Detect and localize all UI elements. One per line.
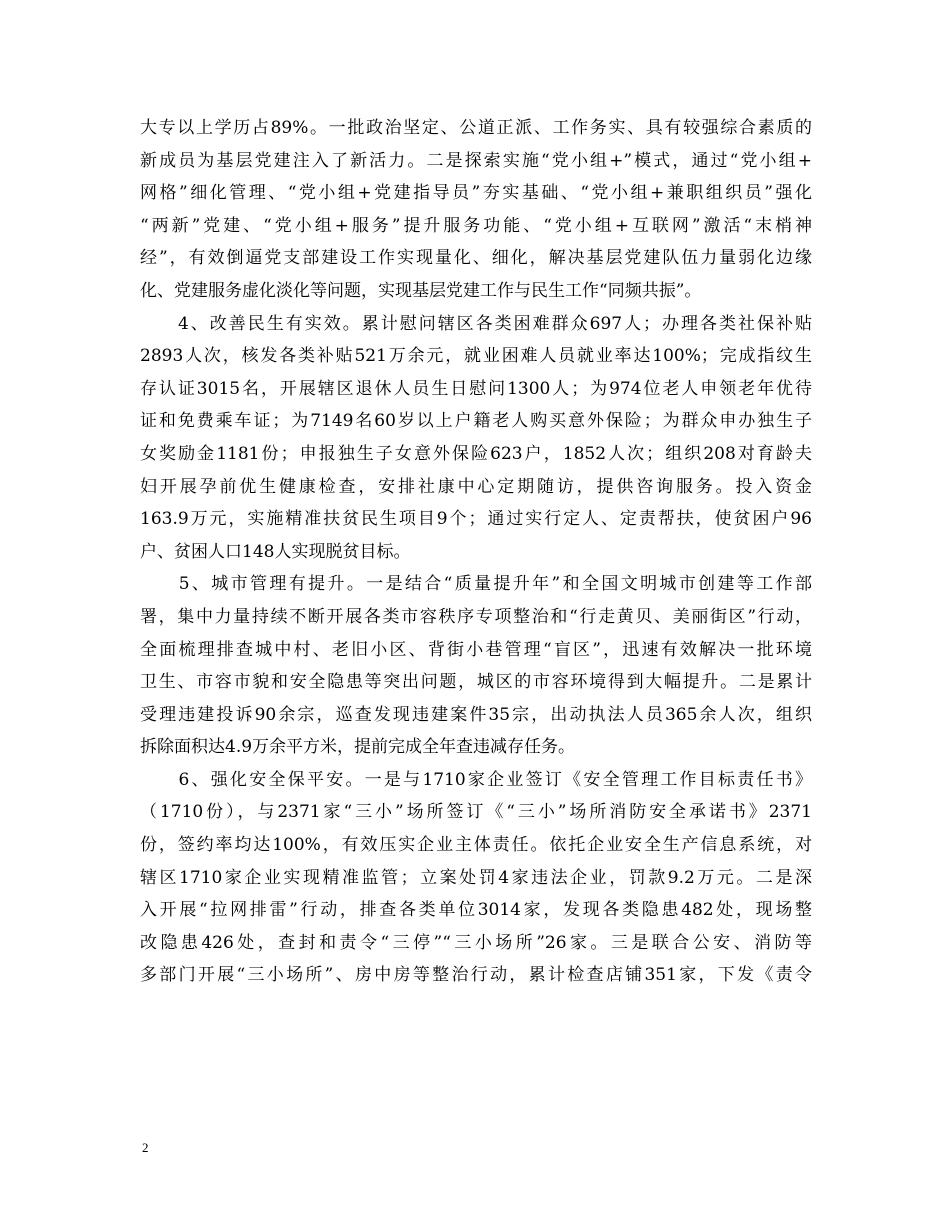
text-line: 5、城市管理有提升。一是结合“质量提升年”和全国文明城市创建等工作部	[140, 574, 812, 595]
text-line: 入开展“拉网排雷”行动，排查各类单位3014家，发现各类隐患482处，现场整	[140, 900, 812, 921]
text-line: 经”，有效倒逼党支部建设工作实现量化、细化，解决基层党建队伍力量弱化边缘	[140, 248, 812, 269]
text-line: 大专以上学历占89%。一批政治坚定、公道正派、工作务实、具有较强综合素质的	[140, 118, 812, 138]
text-line: 4、改善民生有实效。累计慰问辖区各类困难群众697人；办理各类社保补贴	[140, 313, 812, 334]
text-line: 存认证3015名，开展辖区退休人员生日慰问1300人；为974位老人申领老年优待	[140, 378, 812, 399]
text-line: 多部门开展“三小场所”、房中房等整治行动，累计检查店铺351家，下发《责令	[140, 965, 812, 986]
text-line: （1710份），与2371家“三小”场所签订《“三小”场所消防安全承诺书》2371	[140, 802, 812, 823]
text-line: 化、党建服务虚化淡化等问题，实现基层党建工作与民生工作“同频共振”。	[140, 280, 702, 301]
text-line: 妇开展孕前优生健康检查，安排社康中心定期随访，提供咨询服务。投入资金	[140, 476, 812, 497]
text-line: 卫生、市容市貌和安全隐患等突出问题，城区的市容环境得到大幅提升。二是累计	[140, 672, 812, 693]
body-text	[140, 112, 812, 992]
page-number: 2	[142, 1140, 149, 1155]
text-line: 改隐患426处，查封和责令“三停”“三小场所”26家。三是联合公安、消防等	[140, 932, 812, 953]
text-line: 163.9万元，实施精准扶贫民生项目9个；通过实行定人、定责帮扶，使贫困户96	[140, 509, 812, 530]
text-line: 女奖励金1181份；申报独生子女意外保险623户，1852人次；组织208对育龄夫	[140, 443, 812, 464]
text-line: 网格”细化管理、“党小组+党建指导员”夯实基础、“党小组+兼职组织员”强化	[140, 183, 812, 204]
text-line: 全面梳理排查城中村、老旧小区、背街小巷管理“盲区”，迅速有效解决一批环境	[140, 639, 812, 660]
text-line: 6、强化安全保平安。一是与1710家企业签订《安全管理工作目标责任书》	[140, 769, 812, 790]
text-line: 新成员为基层党建注入了新活力。二是探索实施“党小组+”模式，通过“党小组+	[140, 150, 812, 171]
text-line: 2893人次，核发各类补贴521万余元，就业困难人员就业率达100%；完成指纹生	[140, 346, 812, 367]
text-line: 户、贫困人口148人实现脱贫目标。	[140, 541, 411, 562]
text-line: 辖区1710家企业实现精准监管；立案处罚4家违法企业，罚款9.2万元。二是深	[140, 867, 812, 888]
text-line: 受理违建投诉90余宗，巡查发现违建案件35宗，出动执法人员365余人次，组织	[140, 704, 812, 725]
text-line: 署，集中力量持续不断开展各类市容秩序专项整治和“行走黄贝、美丽街区”行动，	[140, 606, 812, 627]
text-line: “两新”党建、“党小组+服务”提升服务功能、“党小组+互联网”激活“末梢神	[140, 215, 812, 236]
text-line: 拆除面积达4.9万余平方米，提前完成全年查违减存任务。	[140, 737, 576, 758]
text-line: 份，签约率均达100%，有效压实企业主体责任。依托企业安全生产信息系统，对	[140, 835, 812, 856]
text-line: 证和免费乘车证；为7149名60岁以上户籍老人购买意外保险；为群众申办独生子	[140, 411, 812, 432]
